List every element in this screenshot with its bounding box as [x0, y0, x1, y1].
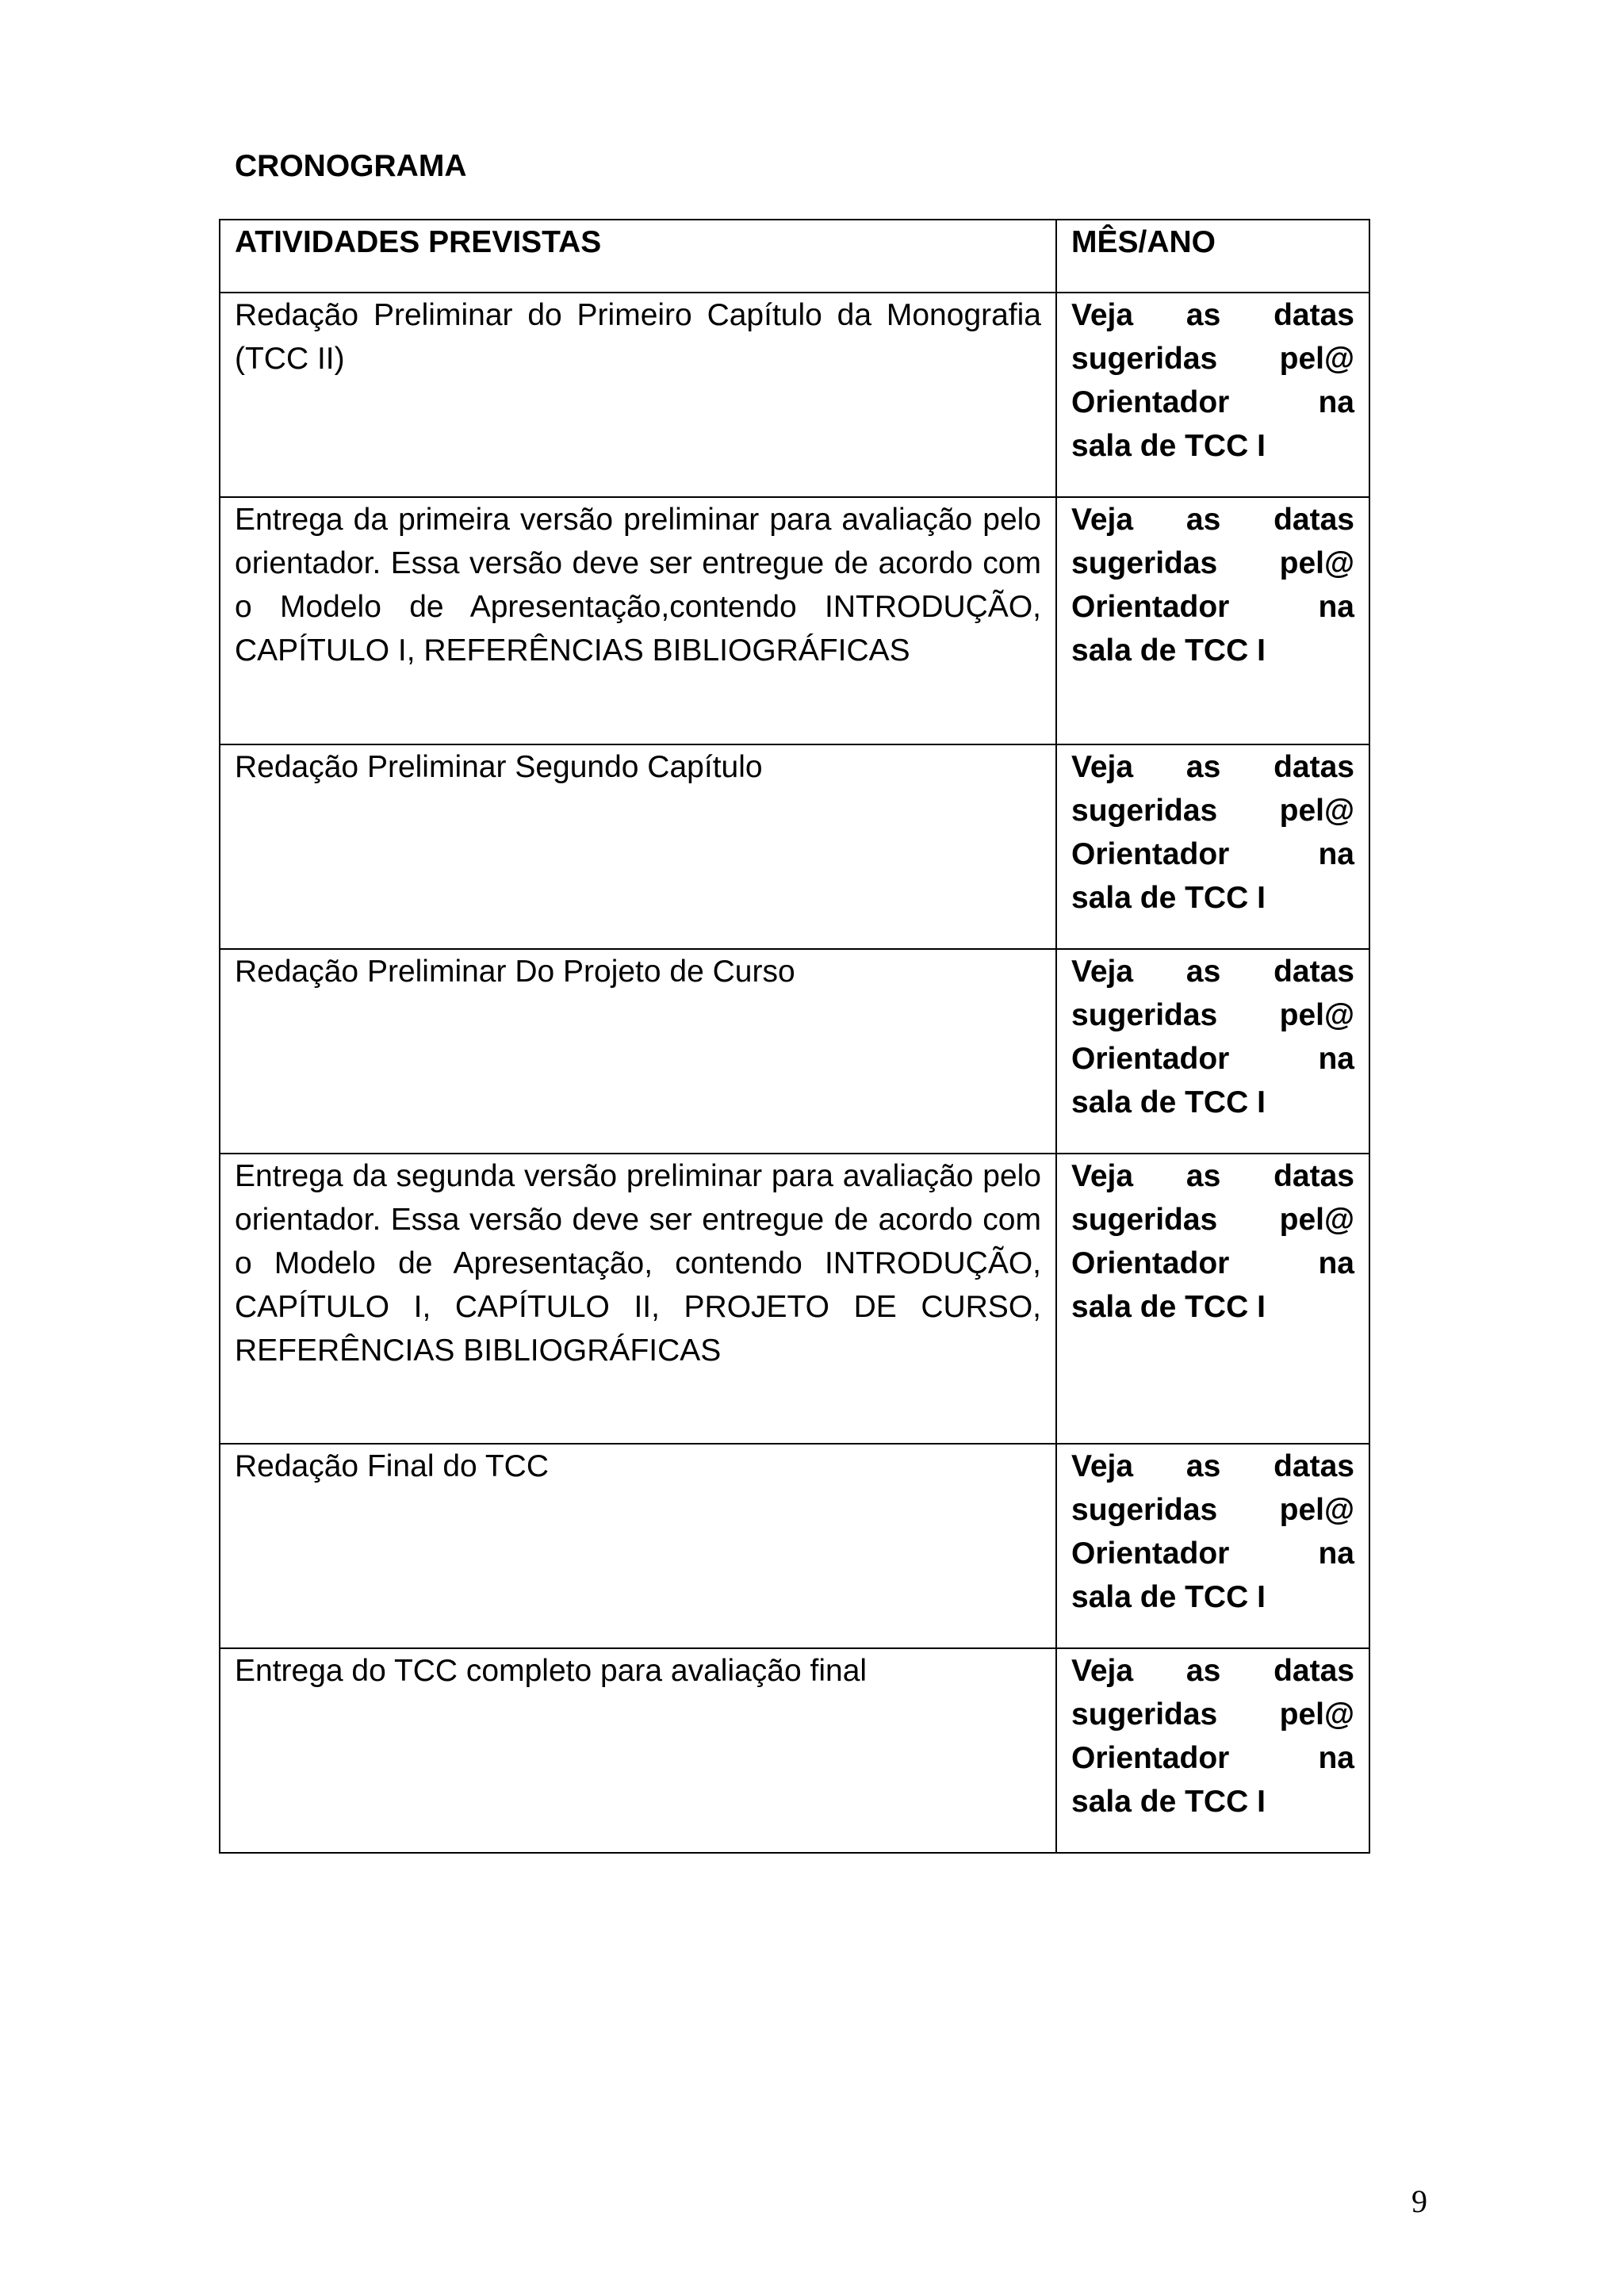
- date-line: Veja as datas: [1071, 1449, 1354, 1483]
- activity-cell: [220, 497, 1056, 744]
- date-line: sugeridas pel@: [1071, 342, 1354, 376]
- activity-cell: [220, 1154, 1056, 1444]
- page-number: 9: [1411, 2183, 1427, 2219]
- date-line: Orientador na: [1071, 837, 1354, 871]
- date-cell: [1056, 949, 1369, 1154]
- date-cell: [1056, 1444, 1369, 1648]
- header-month-year: MÊS/ANO: [1056, 220, 1369, 293]
- table-row: [220, 1648, 1369, 1853]
- date-line: sugeridas pel@: [1071, 1203, 1354, 1237]
- date-line: Veja as datas: [1071, 750, 1354, 784]
- date-line: sala de TCC I: [1071, 1785, 1266, 1819]
- date-cell: [1056, 1648, 1369, 1853]
- page-title: CRONOGRAMA: [235, 149, 467, 183]
- date-line: Veja as datas: [1071, 503, 1354, 537]
- activity-cell: [220, 1648, 1056, 1853]
- date-line: Veja as datas: [1071, 955, 1354, 989]
- date-line: sala de TCC I: [1071, 1290, 1266, 1324]
- date-line: sugeridas pel@: [1071, 1697, 1354, 1732]
- activity-cell: [220, 293, 1056, 497]
- date-line: Orientador na: [1071, 1042, 1354, 1076]
- date-line: sugeridas pel@: [1071, 794, 1354, 828]
- date-cell: [1056, 744, 1369, 949]
- activity-text: Entrega da segunda versão preliminar para avaliação pelo orientador. Essa versão deve ser entregue de acordo com o Modelo de Apresentação, contendo INTRODUÇÃO, CAPÍTULO I, CAPÍTULO II, PROJETO DE CURSO, REFERÊNCIAS BIBLIOGRÁFICAS: [235, 1159, 1041, 1368]
- date-line: sala de TCC I: [1071, 1085, 1266, 1119]
- activity-cell: [220, 744, 1056, 949]
- date-line: Orientador na: [1071, 385, 1354, 419]
- date-cell: [1056, 497, 1369, 744]
- activity-text: Redação Preliminar Do Projeto de Curso: [235, 955, 795, 989]
- date-cell: [1056, 293, 1369, 497]
- date-line: Orientador na: [1071, 1536, 1354, 1571]
- date-line: Veja as datas: [1071, 298, 1354, 332]
- date-line: Orientador na: [1071, 590, 1354, 624]
- schedule-table: [219, 219, 1370, 1854]
- table-header-row: [220, 220, 1369, 293]
- date-cell: [1056, 1154, 1369, 1444]
- table-row: [220, 1444, 1369, 1648]
- activity-text: Redação Preliminar do Primeiro Capítulo da Monografia (TCC II): [235, 298, 1041, 376]
- date-line: sala de TCC I: [1071, 429, 1266, 463]
- activity-text: Redação Preliminar Segundo Capítulo: [235, 750, 763, 784]
- activity-cell: [220, 949, 1056, 1154]
- date-line: sala de TCC I: [1071, 633, 1266, 668]
- date-line: sugeridas pel@: [1071, 546, 1354, 580]
- date-line: sugeridas pel@: [1071, 1493, 1354, 1527]
- activity-text: Redação Final do TCC: [235, 1449, 549, 1483]
- activity-text: Entrega da primeira versão preliminar para avaliação pelo orientador. Essa versão deve ser entregue de acordo com o Modelo de Apresentação,contendo INTRODUÇÃO, CAPÍTULO I, REFERÊNCIAS BIBLIOGRÁFICAS: [235, 503, 1041, 668]
- header-activities: ATIVIDADES PREVISTAS: [220, 220, 1056, 293]
- date-line: Orientador na: [1071, 1246, 1354, 1280]
- date-line: Veja as datas: [1071, 1159, 1354, 1193]
- table-row: [220, 497, 1369, 744]
- activity-cell: [220, 1444, 1056, 1648]
- table-row: [220, 293, 1369, 497]
- date-line: sugeridas pel@: [1071, 998, 1354, 1032]
- date-line: sala de TCC I: [1071, 1580, 1266, 1614]
- table-row: [220, 949, 1369, 1154]
- table-row: [220, 1154, 1369, 1444]
- date-line: Veja as datas: [1071, 1654, 1354, 1688]
- activity-text: Entrega do TCC completo para avaliação final: [235, 1654, 868, 1688]
- table-row: [220, 744, 1369, 949]
- date-line: sala de TCC I: [1071, 881, 1266, 915]
- date-line: Orientador na: [1071, 1741, 1354, 1775]
